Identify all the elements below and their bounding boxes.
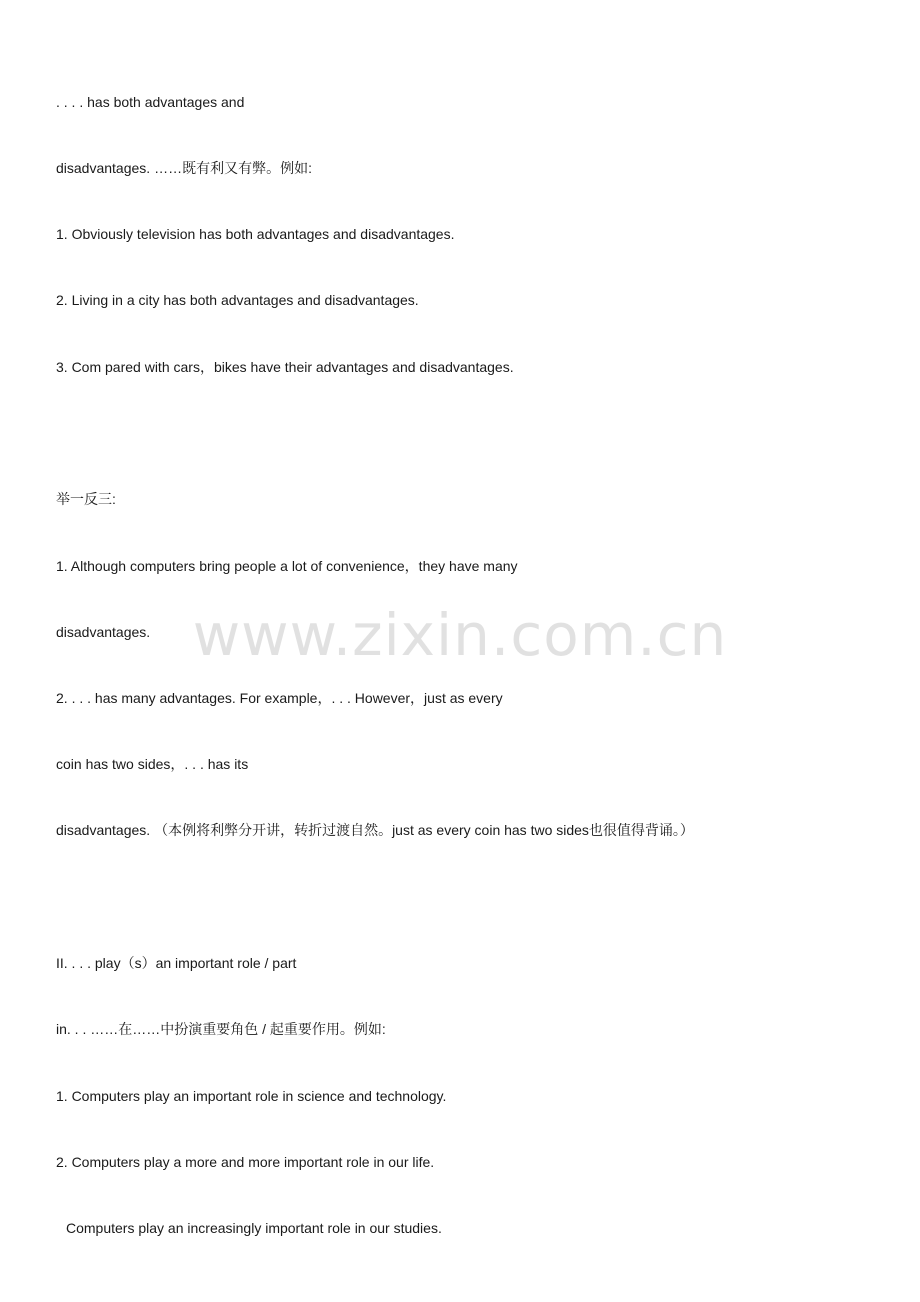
section-heading: 举一反三:	[56, 491, 116, 507]
text-line: disadvantages.	[56, 624, 151, 640]
text-line: coin has two sides，. . . has its	[56, 756, 249, 772]
watermark: www.zixin.com.cn	[192, 601, 728, 669]
text-line: 2. . . . has many advantages. For example，. . . However，just as every	[56, 690, 503, 706]
text-line: 2. Computers play a more and more important role in our life.	[56, 1154, 435, 1170]
text-line: 1. Computers play an important role in science and technology.	[56, 1088, 447, 1104]
section-heading: II. . . . play（s）an important role / part	[56, 955, 297, 971]
text-line: in. . . ……在……中扮演重要角色 / 起重要作用。例如:	[56, 1021, 386, 1037]
text-line: . . . . has both advantages and	[56, 94, 245, 110]
text-line: 1. Obviously television has both advantages and disadvantages.	[56, 226, 455, 242]
text-line: 2. Living in a city has both advantages and disadvantages.	[56, 292, 419, 308]
text-line: disadvantages. （本例将利弊分开讲，转折过渡自然。just as every coin has two sides也很值得背诵。）	[56, 822, 694, 838]
text-line: 1. Although computers bring people a lot of convenience，they have many	[56, 558, 518, 574]
text-line: Computers play an increasingly important role in our studies.	[66, 1220, 442, 1236]
text-line: 3. Com pared with cars，bikes have their advantages and disadvantages.	[56, 359, 514, 375]
text-line: disadvantages. ……既有利又有弊。例如:	[56, 160, 312, 176]
